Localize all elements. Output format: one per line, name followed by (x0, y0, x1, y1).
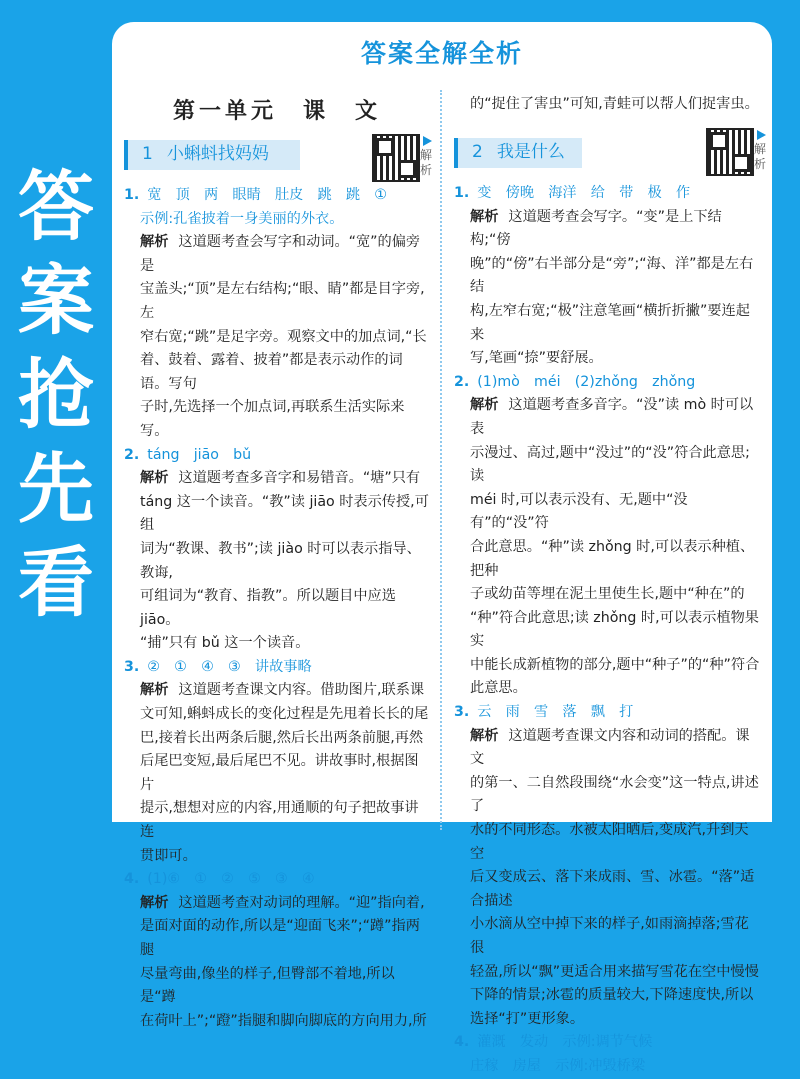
question-1: 1. 变 傍晚 海洋 给 带 极 作 (454, 185, 691, 201)
explanation-line: 后尾巴变短,最后尾巴不见。讲故事时,根据图片 (140, 753, 419, 793)
answer: (1)mò méi (2)zhǒng zhǒng (477, 373, 696, 390)
explanation-line: 合此意思。“种”读 zhǒng 时,可以表示种植、把种 (470, 538, 755, 579)
explanation-line: “种”符合此意思;读 zhǒng 时,可以表示植物果实 (470, 609, 759, 650)
column-divider (440, 90, 442, 830)
unit-title: 第一单元 课 文 (172, 99, 381, 124)
answer-page (112, 22, 772, 1074)
explanation-label: 解析 (140, 682, 169, 699)
explanation-label: 解析 (470, 397, 499, 414)
qr-code-icon[interactable] (706, 128, 754, 176)
question-2: 2. (1)mò méi (2)zhǒng zhǒng (454, 373, 696, 390)
page-title: 答案全解全析 (360, 39, 523, 68)
answer: táng jiāo bǔ (147, 446, 252, 463)
explanation-line: “捕”只有 bǔ 这一个读音。 (140, 635, 310, 652)
sidebar-title (0, 160, 112, 630)
lesson-number: 2 (472, 142, 483, 163)
explanation: 解析 这道题考查多音字和易错音。“塘”只有 (140, 470, 421, 487)
answer: 变 傍晚 海洋 给 带 极 作 (477, 185, 691, 201)
explanation: 解析 这道题考查会写字和动词。“宽”的偏旁是 (140, 234, 421, 274)
answer: ② ① ④ ③ 讲故事略 (147, 658, 312, 675)
lesson-number: 1 (142, 144, 153, 165)
explanation-line: 宝盖头;“顶”是左右结构;“眼、睛”都是目字旁,左 (140, 281, 425, 321)
explanation-line: 选择“打”更形象。 (470, 1010, 585, 1027)
explanation-label: 解析 (140, 234, 169, 251)
lesson-title: 我是什么 (496, 142, 565, 163)
answer: 云 雨 雪 落 飘 打 (477, 704, 634, 721)
explanation-line: méi 时,可以表示没有、无,题中“没有”的“没”符 (470, 491, 688, 532)
explanation-label: 解析 (470, 208, 499, 225)
explanation-line: 可组词为“教育、指教”。所以题目中应选 jiāo。 (140, 588, 396, 628)
explanation-line: 此意思。 (470, 680, 527, 697)
lesson-header (124, 134, 433, 184)
sidebar-char: 看 (18, 538, 94, 627)
explanation-line: 词为“教课、教书”;读 jiào 时可以表示指导、教诲, (140, 540, 421, 581)
lesson-header (454, 132, 767, 182)
answer-line: 庄稼 房屋 示例:冲毁桥梁 (470, 1057, 646, 1074)
explanation-line: 是面对面的动作,所以是“迎面飞来”;“蹲”指两腿 (140, 918, 420, 958)
right-column (454, 90, 767, 1079)
explanation: 解析 这道题考查课文内容。借助图片,联系课 (140, 682, 425, 699)
explanation-line: 下降的情景;冰雹的质量较大,下降速度快,所以 (470, 987, 754, 1004)
explanation-line: 窄右宽;“跳”是足字旁。观察文中的加点词,“长 (140, 328, 427, 345)
sidebar-char: 先 (18, 444, 94, 533)
lesson-title-bar (454, 138, 582, 168)
explanation-line: 在荷叶上”;“蹬”指腿和脚向脚底的方向用力,所 (140, 1012, 427, 1029)
question-4: 4. (1)⑥ ① ② ⑤ ③ ④ (124, 871, 315, 888)
left-column (124, 90, 433, 1033)
explanation-line: 尽量弯曲,像坐的样子,但臀部不着地,所以是“蹲 (140, 965, 395, 1006)
explanation-line: 着、鼓着、露着、披着”都是表示动作的词语。写句 (140, 352, 403, 392)
explanation-line: 小水滴从空中掉下来的样子,如雨滴掉落;雪花很 (470, 916, 749, 956)
explanation: 解析 这道题考查对动词的理解。“迎”指向着, (140, 894, 425, 911)
qr-label: 解析 (420, 134, 436, 178)
question-3: 3. 云 雨 雪 落 飘 打 (454, 704, 634, 721)
lesson-title: 小蝌蚪找妈妈 (166, 144, 269, 165)
explanation-line: 巴,接着长出两条后腿,然后长出两条前腿,再然 (140, 729, 424, 746)
answer: 灌溉 发动 示例:调节气候 (477, 1034, 653, 1051)
explanation-line: 轻盈,所以“飘”更适合用来描写雪花在空中慢慢 (470, 963, 759, 980)
qr-label: 解析 (754, 128, 770, 172)
question-2: 2. táng jiāo bǔ (124, 446, 252, 463)
play-icon (423, 136, 432, 146)
explanation-line: 构,左窄右宽;“极”注意笔画“横折折撇”要连起来 (470, 302, 750, 343)
explanation-label: 解析 (140, 894, 169, 911)
explanation-line: 示漫过、高过,题中“没过”的“没”符合此意思;读 (470, 444, 750, 485)
explanation-line: táng 这一个读音。“教”读 jiāo 时表示传授,可组 (140, 493, 429, 534)
qr-code-icon[interactable] (372, 134, 420, 182)
explanation: 解析 这道题考查会写字。“变”是上下结构;“傍 (470, 208, 722, 249)
sidebar-char: 案 (18, 256, 94, 345)
play-icon (757, 130, 766, 140)
explanation-line: 后又变成云、落下来成雨、雪、冰雹。“落”适合描述 (470, 869, 755, 909)
explanation-line: 文可知,蝌蚪成长的变化过程是先甩着长长的尾 (140, 706, 429, 723)
explanation-line: 子时,先选择一个加点词,再联系生活实际来写。 (140, 399, 405, 439)
explanation-label: 解析 (470, 727, 499, 744)
explanation-line: 子或幼苗等埋在泥土里使生长,题中“种在”的 (470, 586, 745, 603)
question-1: 1. 宽 顶 两 眼睛 肚皮 跳 跳 ① (124, 187, 387, 203)
explanation: 解析 这道题考查课文内容和动词的搭配。课文 (470, 727, 750, 768)
sidebar-char: 答 (18, 162, 94, 251)
lesson-title-bar (124, 140, 300, 170)
explanation-line: 晚”的“傍”右半部分是“旁”;“海、洋”都是左右结 (470, 255, 754, 296)
explanation-label: 解析 (140, 470, 169, 487)
answer-example: 示例:孔雀披着一身美丽的外衣。 (140, 210, 344, 227)
explanation: 解析 这道题考查多音字。“没”读 mò 时可以表 (470, 397, 754, 437)
explanation-line: 水的不同形态。水被太阳晒后,变成汽,升到天空 (470, 822, 749, 862)
explanation-line: 贯即可。 (140, 847, 197, 864)
answer: 宽 顶 两 眼睛 肚皮 跳 跳 ① (147, 187, 387, 203)
sidebar-char: 抢 (18, 350, 94, 439)
answer: (1)⑥ ① ② ⑤ ③ ④ (147, 871, 315, 888)
explanation-line: 中能长成新植物的部分,题中“种子”的“种”符合 (470, 656, 760, 673)
continued-line: 的“捉住了害虫”可知,青蛙可以帮人们捉害虫。 (470, 96, 759, 112)
question-4: 4. 灌溉 发动 示例:调节气候 (454, 1034, 653, 1051)
explanation-line: 提示,想想对应的内容,用通顺的句子把故事讲连 (140, 800, 419, 841)
question-3: 3. ② ① ④ ③ 讲故事略 (124, 658, 312, 675)
explanation-line: 的第一、二自然段围绕“水会变”这一特点,讲述了 (470, 774, 759, 815)
page-header (112, 22, 772, 82)
explanation-line: 写,笔画“捺”要舒展。 (470, 350, 603, 367)
